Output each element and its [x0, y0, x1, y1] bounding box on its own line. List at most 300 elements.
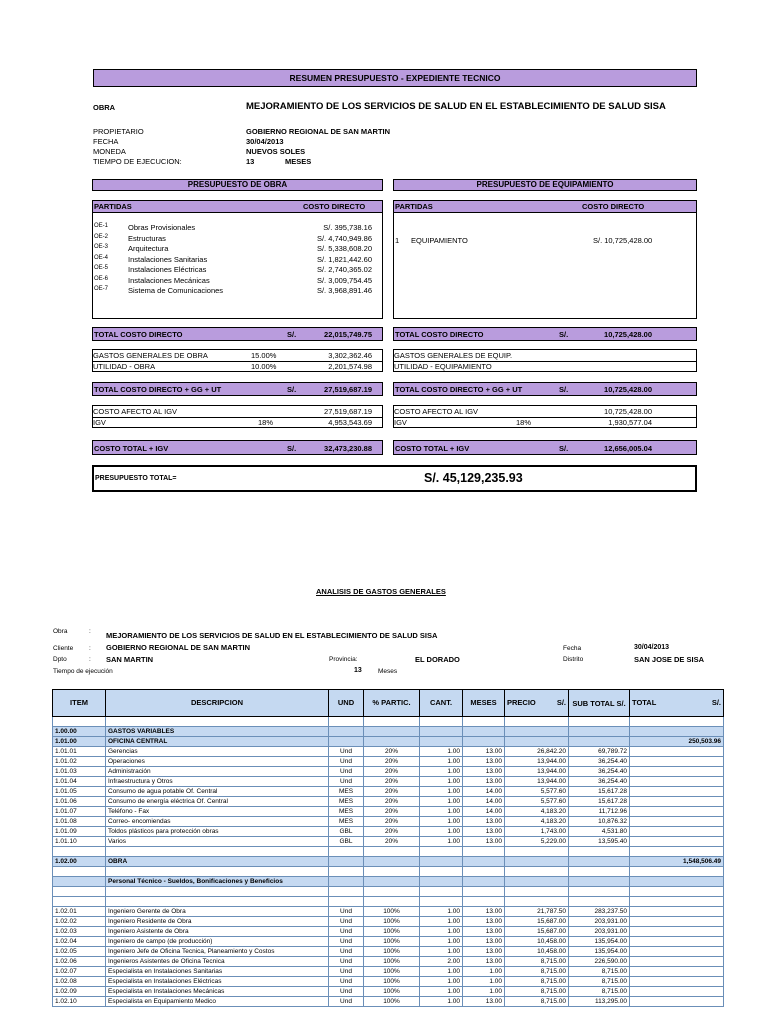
- cell-cant: 1.00: [420, 927, 463, 937]
- cell-item: 1.02.09: [53, 987, 106, 997]
- cell-cant: 1.00: [420, 777, 463, 787]
- section-name: OBRA: [106, 857, 329, 867]
- obra-item-code: OE-2: [94, 233, 109, 240]
- section-name: OFICINA CENTRAL: [106, 737, 329, 747]
- cell-meses: 13.00: [463, 767, 505, 777]
- presupuesto-total-value: S/. 45,129,235.93: [424, 471, 523, 485]
- obra-gg-label: GASTOS GENERALES DE OBRA: [93, 351, 208, 360]
- cell-subtotal: 203,931.00: [569, 917, 630, 927]
- equip-item-code: 1: [395, 236, 400, 245]
- equip-gg-label: GASTOS GENERALES DE EQUIP.: [394, 351, 513, 360]
- obra-gg-box: [92, 349, 383, 372]
- cell-descripcion: Toldos plásticos para protección obras: [106, 827, 329, 837]
- cell-partic: 100%: [364, 977, 420, 987]
- table-row: [53, 787, 724, 797]
- propietario-value: GOBIERNO REGIONAL DE SAN MARTIN: [246, 127, 391, 136]
- cell-meses: 13.00: [463, 947, 505, 957]
- cell-item: 1.01.10: [53, 837, 106, 847]
- equip-total-igv-row: [393, 440, 697, 455]
- gastos-dpto-colon: :: [89, 656, 91, 663]
- presupuesto-total-box: [92, 465, 697, 492]
- cell-precio: 13,944.00: [505, 777, 569, 787]
- col-subtotal: SUB TOTAL S/.: [569, 690, 630, 717]
- cell-cant: 1.00: [420, 827, 463, 837]
- obra-item-value: S/. 1,821,442.60: [316, 254, 372, 264]
- cell-item: 1.01.02: [53, 757, 106, 767]
- cell-item: 1.02.01: [53, 907, 106, 917]
- cell-und: Und: [329, 997, 364, 1007]
- cell-und: Und: [329, 767, 364, 777]
- equip-item-value: S/. 10,725,428.00: [593, 236, 653, 245]
- section-name: Personal Técnico - Sueldos, Bonificaciones y Beneficios: [106, 877, 329, 887]
- section-name: GASTOS VARIABLES: [106, 727, 329, 737]
- cell-meses: 13.00: [463, 837, 505, 847]
- obra-item-code: OE-1: [94, 223, 109, 229]
- cell-total: [630, 777, 724, 787]
- col-total: [630, 690, 724, 717]
- cell-item: 1.02.07: [53, 967, 106, 977]
- obra-total-ggut-row: [92, 382, 383, 396]
- cell-und: Und: [329, 917, 364, 927]
- equip-total-igv-currency: S/.: [559, 444, 569, 453]
- cell-precio: 15,687.00: [505, 917, 569, 927]
- col-precio-currency: S/.: [556, 698, 566, 707]
- equip-igv-value: 1,930,577.04: [608, 418, 652, 427]
- obra-item-value: S/. 5,338,608.20: [316, 244, 372, 253]
- col-cant: CANT.: [420, 690, 463, 717]
- cell-item: 1.01.06: [53, 797, 106, 807]
- cell-descripcion: Consumo de energía eléctrica Of. Central: [106, 797, 329, 807]
- obra-col-costo: COSTO DIRECTO: [303, 202, 366, 211]
- obra-item-value: S/. 2,740,365.02: [316, 265, 372, 274]
- cell-subtotal: 8,715.00: [569, 977, 630, 987]
- equip-item-name: EQUIPAMIENTO: [411, 236, 468, 245]
- cell-subtotal: 10,876.32: [569, 817, 630, 827]
- cell-partic: 100%: [364, 967, 420, 977]
- moneda-value: NUEVOS SOLES: [246, 147, 306, 156]
- gastos-distrito-label: Distrito: [563, 656, 584, 663]
- cell-descripcion: Consumo de agua potable Of. Central: [106, 787, 329, 797]
- obra-igv-pct: 18%: [258, 418, 274, 427]
- obra-item-name: Estructuras: [128, 233, 166, 243]
- gastos-obra-colon: :: [89, 628, 91, 635]
- cell-subtotal: 8,715.00: [569, 967, 630, 977]
- cell-total: [630, 977, 724, 987]
- cell-total: [630, 767, 724, 777]
- cell-total: [630, 917, 724, 927]
- blank-row: [53, 897, 724, 907]
- cell-und: MES: [329, 787, 364, 797]
- obra-total-ggut-currency: S/.: [287, 385, 297, 394]
- obra-partidas-box: [92, 200, 383, 319]
- cell-descripcion: Especialista en Instalaciones Eléctricas: [106, 977, 329, 987]
- cell-und: Und: [329, 927, 364, 937]
- cell-total: [630, 757, 724, 767]
- equip-total-cd-label: TOTAL COSTO DIRECTO: [395, 330, 484, 339]
- cell-cant: 1.00: [420, 937, 463, 947]
- presupuesto-total-label: PRESUPUESTO TOTAL=: [95, 475, 177, 482]
- blank-row: [53, 887, 724, 897]
- obra-total-igv-value: 32,473,230.88: [324, 444, 372, 453]
- table-row: [53, 987, 724, 997]
- equip-col-partidas: PARTIDAS: [395, 202, 433, 211]
- table-row: [53, 827, 724, 837]
- cell-item: 1.01.04: [53, 777, 106, 787]
- equip-budget-header: PRESUPUESTO DE EQUIPAMIENTO: [393, 179, 697, 191]
- cell-subtotal: 36,254.40: [569, 767, 630, 777]
- obra-ut-pct: 10.00%: [251, 362, 277, 371]
- table-row: [53, 967, 724, 977]
- equip-total-cd-row: [393, 327, 697, 341]
- equip-total-igv-label: COSTO TOTAL + IGV: [395, 444, 470, 453]
- obra-item-value: S/. 4,740,949.86: [316, 233, 372, 243]
- col-und: UND: [329, 690, 364, 717]
- cell-und: Und: [329, 947, 364, 957]
- cell-item: 1.02.06: [53, 957, 106, 967]
- equip-afecto-label: COSTO AFECTO AL IGV: [394, 407, 479, 416]
- cell-meses: 13.00: [463, 777, 505, 787]
- cell-meses: 13.00: [463, 957, 505, 967]
- cell-precio: 5,577.60: [505, 797, 569, 807]
- cell-descripcion: Infraestructura y Otros: [106, 777, 329, 787]
- cell-cant: 2.00: [420, 957, 463, 967]
- cell-descripcion: Correo- encomiendas: [106, 817, 329, 827]
- cell-total: [630, 787, 724, 797]
- section-total: 250,503.96: [630, 737, 724, 747]
- obra-total-cd-label: TOTAL COSTO DIRECTO: [94, 330, 183, 339]
- cell-partic: 20%: [364, 747, 420, 757]
- cell-cant: 1.00: [420, 997, 463, 1007]
- gastos-tiempo-unit: Meses: [378, 668, 398, 675]
- obra-total-igv-row: [92, 440, 383, 455]
- cell-subtotal: 203,931.00: [569, 927, 630, 937]
- table-row: [53, 777, 724, 787]
- obra-item-name: Sistema de Comunicaciones: [128, 286, 224, 295]
- cell-descripcion: Teléfono - Fax: [106, 807, 329, 817]
- cell-cant: 1.00: [420, 977, 463, 987]
- cell-und: GBL: [329, 827, 364, 837]
- table-row: [53, 977, 724, 987]
- obra-item-value: S/. 395,738.16: [323, 223, 372, 232]
- cell-item: 1.02.10: [53, 997, 106, 1007]
- cell-subtotal: 69,789.72: [569, 747, 630, 757]
- rows-oficina-central: [53, 747, 724, 847]
- rows-obra-personal: [53, 907, 724, 1007]
- gastos-provincia-value: EL DORADO: [415, 655, 460, 664]
- obra-item-name: Arquitectura: [128, 244, 169, 253]
- obra-item-code: OE-4: [94, 254, 109, 261]
- cell-total: [630, 957, 724, 967]
- fecha-value: 30/04/2013: [246, 137, 284, 146]
- gastos-cliente-value: GOBIERNO REGIONAL DE SAN MARTIN: [106, 643, 251, 652]
- obra-ut-label: UTILIDAD - OBRA: [93, 362, 156, 371]
- table-row: [53, 937, 724, 947]
- gastos-dpto-label: Dpto: [53, 656, 67, 663]
- table-row: [53, 997, 724, 1007]
- cell-subtotal: 283,237.50: [569, 907, 630, 917]
- cell-partic: 20%: [364, 837, 420, 847]
- obra-total-cd-value: 22,015,749.75: [324, 330, 372, 339]
- cell-meses: 13.00: [463, 937, 505, 947]
- col-partic: % PARTIC.: [364, 690, 420, 717]
- cell-meses: 13.00: [463, 997, 505, 1007]
- cell-subtotal: 135,954.00: [569, 947, 630, 957]
- col-total-label: TOTAL: [632, 698, 657, 707]
- cell-cant: 1.00: [420, 807, 463, 817]
- cell-precio: 13,944.00: [505, 767, 569, 777]
- cell-cant: 1.00: [420, 757, 463, 767]
- cell-descripcion: Operaciones: [106, 757, 329, 767]
- gastos-fecha-label: Fecha: [563, 645, 582, 652]
- col-descripcion: DESCRIPCION: [106, 690, 329, 717]
- cell-descripcion: Varios: [106, 837, 329, 847]
- section-row-obra: [53, 857, 724, 867]
- cell-meses: 14.00: [463, 797, 505, 807]
- col-item: ITEM: [53, 690, 106, 717]
- cell-subtotal: 11,712.96: [569, 807, 630, 817]
- equip-col-costo: COSTO DIRECTO: [582, 202, 645, 211]
- obra-afecto-label: COSTO AFECTO AL IGV: [93, 407, 178, 416]
- cell-partic: 20%: [364, 797, 420, 807]
- cell-und: Und: [329, 987, 364, 997]
- gastos-table-header: [53, 690, 724, 717]
- table-row: [53, 957, 724, 967]
- obra-item-name: Instalaciones Sanitarias: [128, 254, 208, 264]
- section-row-gastos-variables: [53, 727, 724, 737]
- blank-row: [53, 717, 724, 727]
- blank-row: [53, 847, 724, 857]
- cell-partic: 20%: [364, 817, 420, 827]
- obra-total-igv-label: COSTO TOTAL + IGV: [94, 444, 169, 453]
- section-row-personal: [53, 877, 724, 887]
- col-total-currency: S/.: [711, 698, 721, 707]
- cell-item: 1.02.03: [53, 927, 106, 937]
- equip-gg-box: [393, 349, 697, 372]
- cell-item: 1.02.02: [53, 917, 106, 927]
- cell-und: Und: [329, 777, 364, 787]
- gastos-provincia-label: Provincia:: [329, 656, 358, 663]
- section-total: 1,548,506.49: [630, 857, 724, 867]
- obra-total-cd-currency: S/.: [287, 330, 297, 339]
- cell-cant: 1.00: [420, 747, 463, 757]
- table-row: [53, 947, 724, 957]
- equip-afecto-value: 10,725,428.00: [604, 407, 652, 416]
- cell-und: MES: [329, 807, 364, 817]
- cell-subtotal: 13,595.40: [569, 837, 630, 847]
- cell-meses: 1.00: [463, 977, 505, 987]
- obra-budget-header: PRESUPUESTO DE OBRA: [92, 179, 383, 191]
- moneda-label: MONEDA: [93, 147, 126, 156]
- obra-item-name: Instalaciones Eléctricas: [128, 265, 207, 274]
- gastos-cliente-label: Cliente: [53, 645, 74, 652]
- obra-item-value: S/. 3,968,891.46: [316, 286, 372, 295]
- equip-partidas-box: [393, 200, 697, 319]
- cell-descripcion: Ingeniero Jefe de Oficina Tecnica, Planeamiento y Costos: [106, 947, 329, 957]
- equip-total-igv-value: 12,656,005.04: [604, 444, 652, 453]
- cell-precio: 8,715.00: [505, 997, 569, 1007]
- cell-precio: 13,944.00: [505, 757, 569, 767]
- obra-item-value: S/. 3,009,754.45: [316, 275, 372, 285]
- propietario-label: PROPIETARIO: [93, 127, 144, 136]
- cell-und: Und: [329, 977, 364, 987]
- cell-cant: 1.00: [420, 837, 463, 847]
- cell-und: Und: [329, 937, 364, 947]
- cell-cant: 1.00: [420, 817, 463, 827]
- cell-partic: 100%: [364, 947, 420, 957]
- cell-meses: 13.00: [463, 827, 505, 837]
- cell-precio: 5,577.60: [505, 787, 569, 797]
- cell-precio: 21,787.50: [505, 907, 569, 917]
- gastos-obra-label: Obra: [53, 628, 68, 635]
- tiempo-value: 13: [246, 157, 255, 166]
- cell-cant: 1.00: [420, 987, 463, 997]
- fecha-label: FECHA: [93, 137, 119, 146]
- cell-partic: 100%: [364, 957, 420, 967]
- cell-subtotal: 8,715.00: [569, 987, 630, 997]
- cell-precio: 8,715.00: [505, 957, 569, 967]
- table-row: [53, 767, 724, 777]
- cell-precio: 8,715.00: [505, 977, 569, 987]
- cell-meses: 13.00: [463, 927, 505, 937]
- col-precio-label: PRECIO: [507, 698, 536, 707]
- equip-partidas-header-bar: [394, 201, 696, 213]
- obra-col-partidas: PARTIDAS: [94, 202, 132, 211]
- cell-partic: 100%: [364, 997, 420, 1007]
- cell-item: 1.01.03: [53, 767, 106, 777]
- obra-total-cd-row: [92, 327, 383, 341]
- cell-subtotal: 15,617.28: [569, 797, 630, 807]
- cell-partic: 20%: [364, 827, 420, 837]
- cell-item: 1.02.08: [53, 977, 106, 987]
- cell-total: [630, 937, 724, 947]
- cell-precio: 8,715.00: [505, 987, 569, 997]
- gastos-table: [52, 689, 724, 1007]
- cell-precio: 10,458.00: [505, 947, 569, 957]
- cell-total: [630, 817, 724, 827]
- cell-precio: 5,229.00: [505, 837, 569, 847]
- table-row: [53, 797, 724, 807]
- cell-total: [630, 927, 724, 937]
- gastos-tiempo-value: 13: [354, 667, 362, 674]
- obra-item-code: OE-3: [94, 244, 109, 250]
- col-precio: [505, 690, 569, 717]
- obra-igv-value: 4,953,543.69: [328, 418, 372, 427]
- cell-meses: 13.00: [463, 817, 505, 827]
- summary-title: RESUMEN PRESUPUESTO - EXPEDIENTE TECNICO: [93, 69, 697, 87]
- equip-total-cd-value: 10,725,428.00: [604, 330, 652, 339]
- gastos-tiempo-label: Tiempo de ejecución: [53, 668, 113, 675]
- cell-meses: 13.00: [463, 907, 505, 917]
- cell-und: Und: [329, 967, 364, 977]
- cell-total: [630, 797, 724, 807]
- cell-total: [630, 947, 724, 957]
- cell-cant: 1.00: [420, 797, 463, 807]
- obra-item-code: OE-5: [94, 265, 109, 271]
- equip-igv-label: IGV: [394, 418, 407, 427]
- cell-precio: 8,715.00: [505, 967, 569, 977]
- cell-total: [630, 747, 724, 757]
- cell-und: MES: [329, 797, 364, 807]
- cell-partic: 100%: [364, 987, 420, 997]
- obra-ut-value: 2,201,574.98: [328, 362, 372, 371]
- cell-descripcion: Ingeniero Asistente de Obra: [106, 927, 329, 937]
- equip-total-ggut-currency: S/.: [559, 385, 569, 394]
- blank-row: [53, 867, 724, 877]
- tiempo-unit: MESES: [285, 157, 312, 166]
- cell-item: 1.02.05: [53, 947, 106, 957]
- cell-cant: 1.00: [420, 917, 463, 927]
- col-meses: MESES: [463, 690, 505, 717]
- obra-value: MEJORAMIENTO DE LOS SERVICIOS DE SALUD EN EL ESTABLECIMIENTO DE SALUD SISA: [246, 101, 666, 112]
- cell-cant: 1.00: [420, 907, 463, 917]
- obra-item-code: OE-7: [94, 286, 109, 292]
- cell-descripcion: Ingenieros Asistentes de Oficina Tecnica: [106, 957, 329, 967]
- cell-subtotal: 4,531.80: [569, 827, 630, 837]
- cell-descripcion: Ingeniero de campo (de producción): [106, 937, 329, 947]
- table-row: [53, 757, 724, 767]
- cell-descripcion: Especialista en Instalaciones Mecánicas: [106, 987, 329, 997]
- gastos-obra-value: MEJORAMIENTO DE LOS SERVICIOS DE SALUD EN EL ESTABLECIMIENTO DE SALUD SISA: [106, 631, 438, 640]
- cell-und: Und: [329, 747, 364, 757]
- cell-precio: 26,842.20: [505, 747, 569, 757]
- cell-item: 1.01.01: [53, 747, 106, 757]
- obra-item-name: Obras Provisionales: [128, 223, 196, 232]
- cell-partic: 100%: [364, 917, 420, 927]
- cell-cant: 1.00: [420, 967, 463, 977]
- equip-total-ggut-value: 10,725,428.00: [604, 385, 652, 394]
- cell-partic: 20%: [364, 767, 420, 777]
- cell-subtotal: 15,617.28: [569, 787, 630, 797]
- cell-item: 1.01.08: [53, 817, 106, 827]
- table-row: [53, 807, 724, 817]
- cell-item: 1.02.04: [53, 937, 106, 947]
- section-row-oficina-central: [53, 737, 724, 747]
- cell-partic: 100%: [364, 907, 420, 917]
- table-row: [53, 907, 724, 917]
- equip-ut-label: UTILIDAD - EQUIPAMIENTO: [394, 362, 492, 371]
- obra-item-code: OE-6: [94, 275, 109, 282]
- cell-meses: 14.00: [463, 807, 505, 817]
- table-row: [53, 817, 724, 827]
- cell-precio: 15,687.00: [505, 927, 569, 937]
- cell-partic: 100%: [364, 927, 420, 937]
- cell-subtotal: 113,295.00: [569, 997, 630, 1007]
- obra-total-ggut-label: TOTAL COSTO DIRECTO + GG + UT: [94, 385, 222, 394]
- cell-subtotal: 226,590.00: [569, 957, 630, 967]
- cell-descripcion: Ingeniero Gerente de Obra: [106, 907, 329, 917]
- cell-meses: 13.00: [463, 747, 505, 757]
- cell-subtotal: 36,254.40: [569, 757, 630, 767]
- obra-gg-pct: 15.00%: [251, 351, 277, 360]
- cell-partic: 20%: [364, 757, 420, 767]
- cell-subtotal: 36,254.40: [569, 777, 630, 787]
- obra-igv-box: [92, 405, 383, 428]
- cell-total: [630, 827, 724, 837]
- equip-igv-box: [393, 405, 697, 428]
- table-row: [53, 917, 724, 927]
- cell-precio: 4,183.20: [505, 807, 569, 817]
- cell-descripcion: Ingeniero Residente de Obra: [106, 917, 329, 927]
- gastos-distrito-value: SAN JOSE DE SISA: [634, 655, 705, 664]
- cell-meses: 13.00: [463, 917, 505, 927]
- section-code: 1.01.00: [53, 737, 106, 747]
- cell-partic: 20%: [364, 787, 420, 797]
- cell-descripcion: Administración: [106, 767, 329, 777]
- section-code: 1.02.00: [53, 857, 106, 867]
- cell-total: [630, 807, 724, 817]
- cell-precio: 10,458.00: [505, 937, 569, 947]
- equip-total-ggut-label: TOTAL COSTO DIRECTO + GG + UT: [395, 385, 523, 394]
